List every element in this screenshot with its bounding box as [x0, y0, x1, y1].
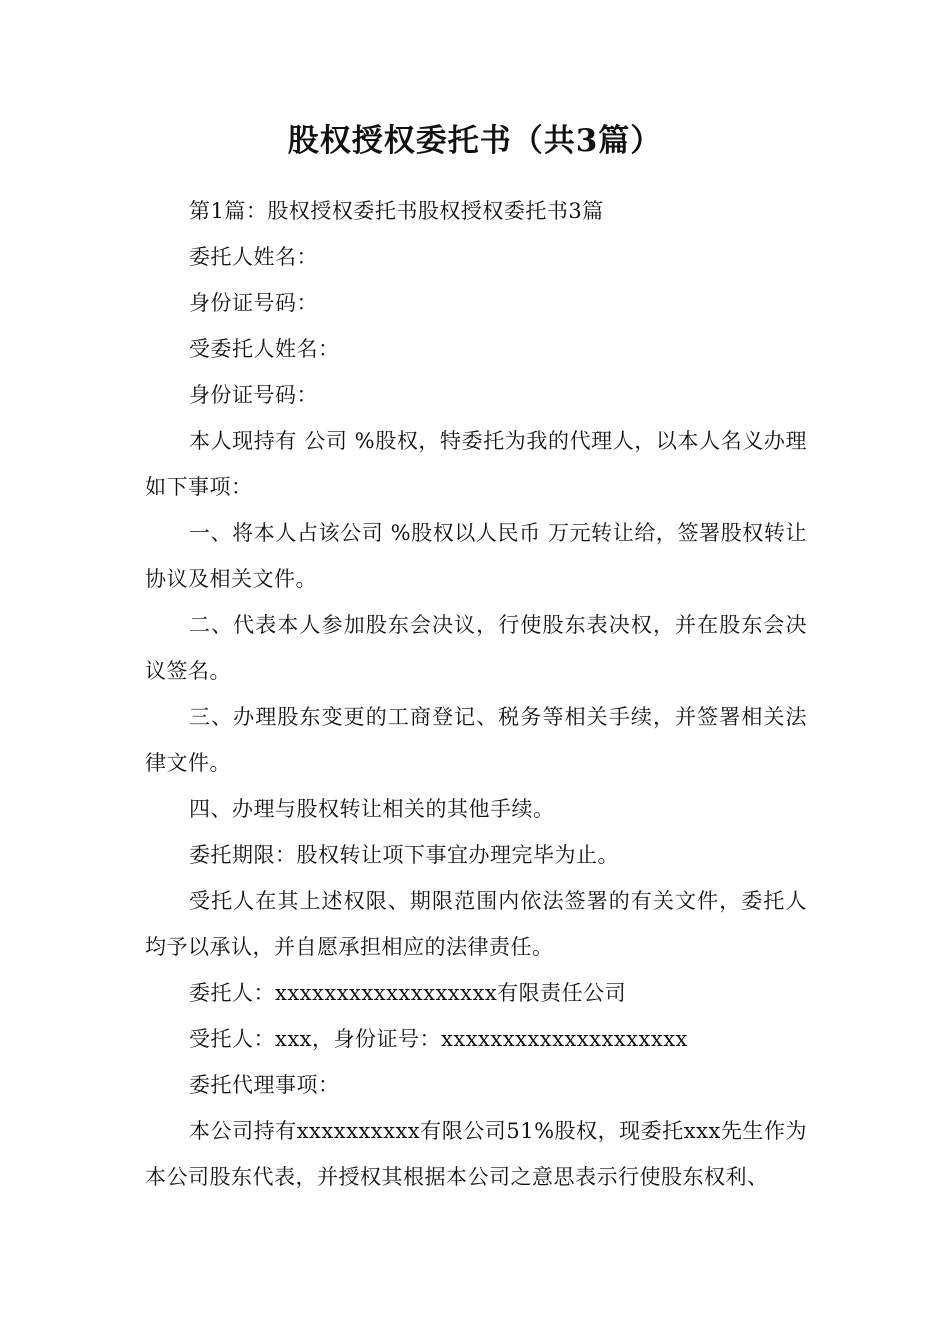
paragraph-agent-name: 受委托人姓名：	[189, 337, 340, 361]
paragraph-item-2: 二、代表本人参加股东会决议，行使股东表决权，并在股东会决议签名。	[145, 613, 807, 683]
paragraph-term: 委托期限：股权转让项下事宜办理完毕为止。	[189, 843, 619, 867]
paragraph-item-1: 一、将本人占该公司 %股权以人民币 万元转让给，签署股权转让协议及相关文件。	[145, 521, 807, 591]
paragraph-principal-id: 身份证号码：	[189, 291, 318, 315]
paragraph-principal-name: 委托人姓名：	[189, 245, 318, 269]
document-title: 股权授权委托书（共3篇）	[287, 123, 663, 159]
paragraph-shareholding: 本人现持有 公司 %股权，特委托为我的代理人，以本人名义办理如下事项：	[145, 429, 807, 499]
paragraph-part-heading: 第1篇：股权授权委托书股权授权委托书3篇	[189, 199, 604, 223]
paragraph-acknowledgement: 受托人在其上述权限、期限范围内依法签署的有关文件，委托人 均予以承认，并自愿承担相应的法律责任。	[145, 889, 807, 959]
document-body	[145, 188, 807, 1200]
paragraph-principal-company: 委托人：xxxxxxxxxxxxxxxxxx有限责任公司	[189, 981, 627, 1005]
paragraph-agent-info: 受托人：xxx，身份证号：xxxxxxxxxxxxxxxxxxxx	[189, 1027, 688, 1051]
paragraph-item-3: 三、办理股东变更的工商登记、税务等相关手续，并签署相关法律文件。	[145, 705, 807, 775]
paragraph-matters-heading: 委托代理事项：	[189, 1073, 340, 1097]
paragraph-agent-id: 身份证号码：	[189, 383, 318, 407]
paragraph-matters-body: 本公司持有xxxxxxxxxx有限公司51%股权，现委托xxx先生作为本公司股东代表，并授权其根据本公司之意思表示行使股东权利、	[145, 1119, 807, 1189]
paragraph-item-4: 四、办理与股权转让相关的其他手续。	[189, 797, 555, 821]
